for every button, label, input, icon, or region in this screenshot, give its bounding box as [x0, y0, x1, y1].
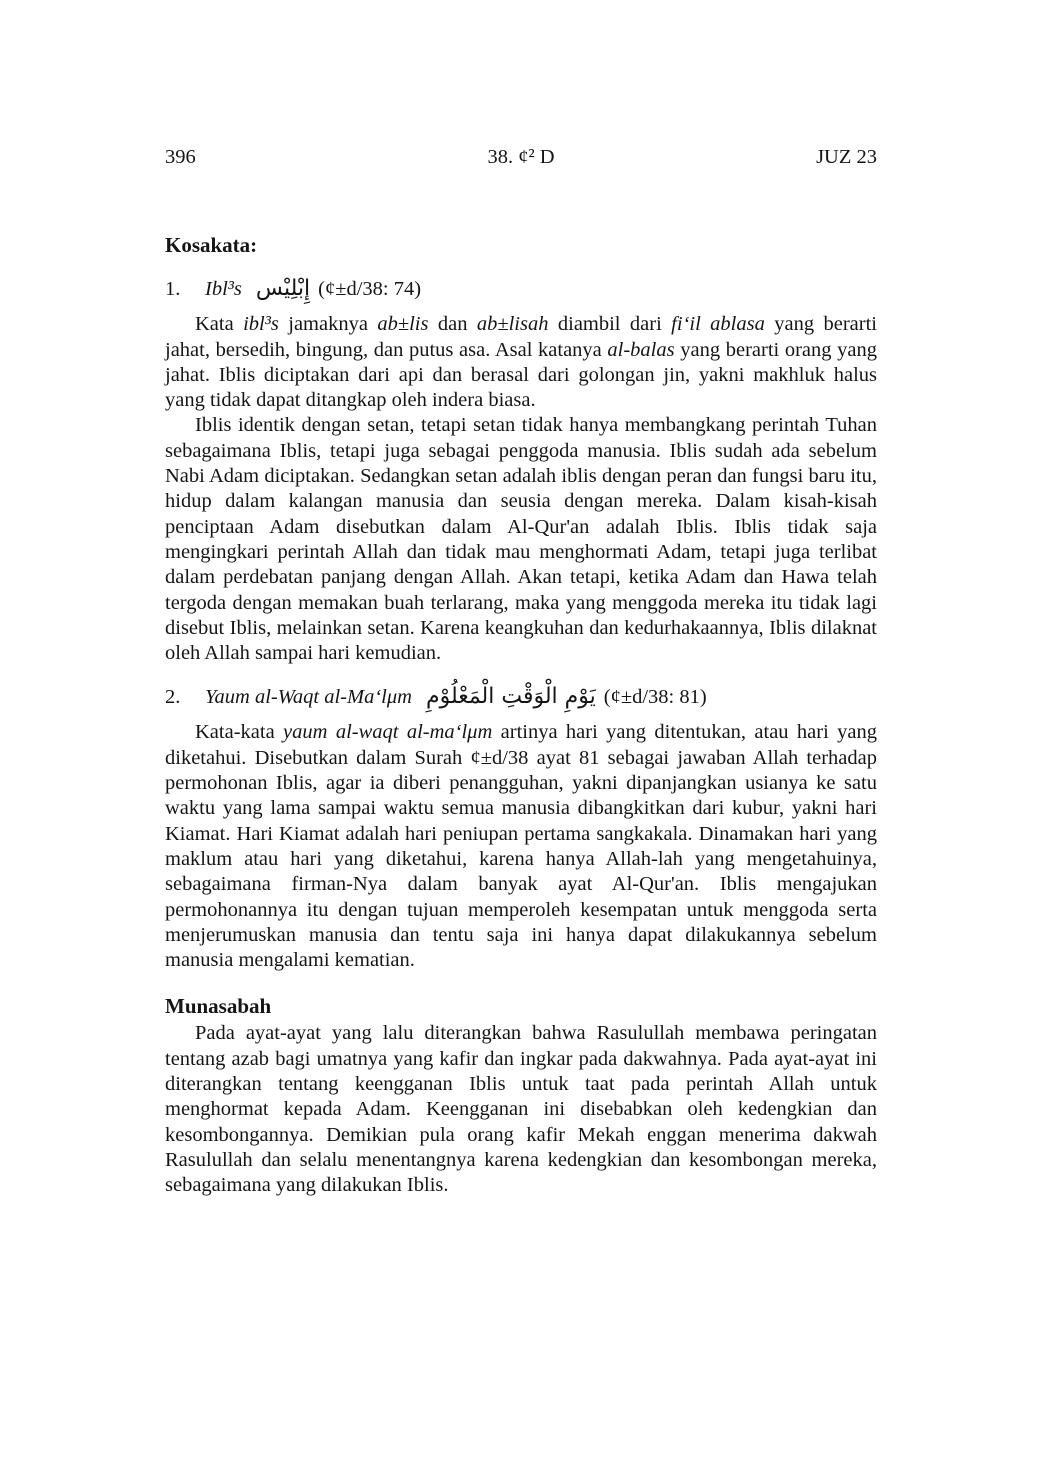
- entry-2-number: 2.: [165, 686, 181, 709]
- page-header: [165, 145, 877, 170]
- text-segment: ibl³s: [243, 313, 279, 336]
- munasabah-heading: Munasabah: [165, 994, 272, 1019]
- text-segment: Iblis identik dengan setan, tetapi setan tidak hanya membangkang perintah Tuhan sebagaimana Iblis, tetapi juga sebagai penggoda manusia. Iblis sudah ada sebelum Nabi Adam diciptakan. Sedangkan setan adalah iblis dengan peran dan fungsi baru itu, hidup dalam kalangan manusia dan seusia dengan mereka. Dalam kisah-kisah penciptaan Adam disebutkan dalam Al-Qur'an adalah Iblis. Iblis tidak saja mengingkari perintah Allah dan tidak mau menghormati Adam, tetapi juga terlibat dalam perdebatan panjang dengan Allah. Akan tetapi, ketika Adam dan Hawa telah tergoda dengan memakan buah terlarang, maka yang menggoda mereka itu tidak lagi disebut Iblis, melainkan setan. Karena keangkuhan dan kedurhakaannya, Iblis dilaknat oleh Allah sampai hari kemudian.: [165, 414, 877, 665]
- entry-2-term-arabic: يَوْمِ الْوَقْتِ الْمَعْلُوْمِ: [425, 684, 596, 710]
- text-segment: ab±lis: [377, 313, 429, 336]
- text-segment: yaum al-waqt al-ma‘lμm: [283, 721, 493, 744]
- text-segment: al-balas: [607, 338, 675, 361]
- text-segment: artinya hari yang ditentukan, atau hari yang diketahui. Disebutkan dalam Surah ¢±d/38 ayat 81 sebagai jawaban Allah terhadap permohonan Iblis, agar ia diberi penangguhan, yakni dipanjangkan usianya ke satu waktu yang lama sampai waktu semua manusia dibangkitkan dari kubur, yakni hari Kiamat. Hari Kiamat adalah hari peniupan pertama sangkakala. Dinamakan hari yang maklum atau hari yang diketahui, karena hanya Allah-lah yang mengetahuinya, sebagaimana firman-Nya dalam banyak ayat Al-Qur'an. Iblis mengajukan permohonannya itu dengan tujuan memperoleh kesempatan untuk menggoda serta menjerumuskan manusia dan tentu saja ini hanya dapat dilakukannya sebelum manusia mengalami kematian.: [165, 721, 877, 972]
- kosakata-entry-2-title: [165, 682, 877, 712]
- entry-1-term-latin: Ibl³s: [205, 278, 242, 301]
- text-segment: diambil dari: [548, 313, 672, 336]
- entry-1-number: 1.: [165, 278, 181, 301]
- text-segment: Pada ayat-ayat yang lalu diterangkan bahwa Rasulullah membawa peringatan tentang azab bagi umatnya yang kafir dan ingkar pada dakwahnya. Pada ayat-ayat ini diterangkan tentang keengganan Iblis untuk taat pada perintah Allah untuk menghormat kepada Adam. Keengganan ini disebabkan oleh kedengkian dan kesombongannya. Demikian pula orang kafir Mekah enggan menerima dakwah Rasulullah dan selalu menentangnya karena kedengkian dan kesombongan mereka, sebagaimana yang dilakukan Iblis.: [165, 1022, 877, 1197]
- kosakata-entry-1-paragraph-1: [165, 312, 877, 413]
- entry-2-term-latin: Yaum al-Waqt al-Ma‘lμm: [205, 686, 412, 709]
- entry-1-term-arabic: إِبْلِيْس: [255, 276, 311, 302]
- text-segment: yang berarti orang yang jahat. Iblis diciptakan dari api dan berasal dari golongan jin, yakni makhluk halus yang tidak dapat ditangkap oleh indera biasa.: [165, 338, 877, 412]
- kosakata-entry-2-paragraph-1: [165, 720, 877, 973]
- entry-1-reference: (¢±d/38: 74): [318, 278, 422, 301]
- kosakata-entry-1-title: [165, 274, 877, 304]
- text-segment: Kata: [195, 313, 244, 336]
- text-segment: ab±lisah: [476, 313, 549, 336]
- kosakata-heading: Kosakata:: [165, 233, 258, 258]
- kosakata-entry-1-paragraph-2: [165, 413, 877, 666]
- juz-label: JUZ 23: [816, 146, 877, 168]
- text-segment: dan: [428, 313, 477, 336]
- text-segment: jamaknya: [278, 313, 378, 336]
- running-title: 38. ¢² D: [487, 146, 555, 168]
- page-number: 396: [165, 146, 196, 168]
- munasabah-paragraph-1: [165, 1021, 877, 1198]
- text-segment: Kata-kata: [195, 721, 284, 744]
- text-segment: yang berarti jahat, bersedih, bingung, dan putus asa. Asal katanya: [165, 313, 877, 361]
- text-segment: fi‘il ablasa: [671, 313, 765, 336]
- entry-2-reference: (¢±d/38: 81): [603, 686, 707, 709]
